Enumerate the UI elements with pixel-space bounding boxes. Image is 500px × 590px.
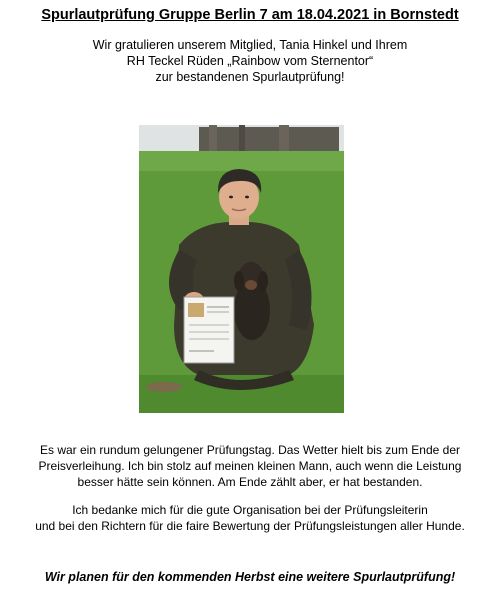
paragraph-line: Preisverleihung. Ich bin stolz auf meinen kleinen Mann, auch wenn die Leistung: [38, 459, 462, 473]
report-paragraph: [0, 442, 500, 490]
photo-illustration: [139, 125, 344, 413]
paragraph-line: und bei den Richtern für die faire Bewertung der Prüfungsleistungen aller Hunde.: [35, 519, 465, 533]
closing-announcement: Wir planen für den kommenden Herbst eine weitere Spurlautprüfung!: [44, 570, 456, 584]
thanks-paragraph: [0, 502, 500, 534]
paragraph-line: besser hätte sein können. Am Ende zählt aber, er hat bestanden.: [77, 475, 423, 489]
congratulation-text: [0, 37, 500, 85]
photo-woman-with-dog: [139, 125, 344, 413]
intro-line: zur bestandenen Spurlautprüfung!: [155, 70, 345, 84]
document-title: Spurlautprüfung Gruppe Berlin 7 am 18.04.2021 in Bornstedt: [41, 7, 459, 23]
paragraph-line: Ich bedanke mich für die gute Organisation bei der Prüfungsleiterin: [72, 503, 428, 517]
paragraph-line: Es war ein rundum gelungener Prüfungstag. Das Wetter hielt bis zum Ende der: [40, 443, 460, 457]
intro-line: Wir gratulieren unserem Mitglied, Tania Hinkel und Ihrem: [92, 38, 408, 52]
intro-line: RH Teckel Rüden „Rainbow vom Sternentor“: [126, 54, 374, 68]
